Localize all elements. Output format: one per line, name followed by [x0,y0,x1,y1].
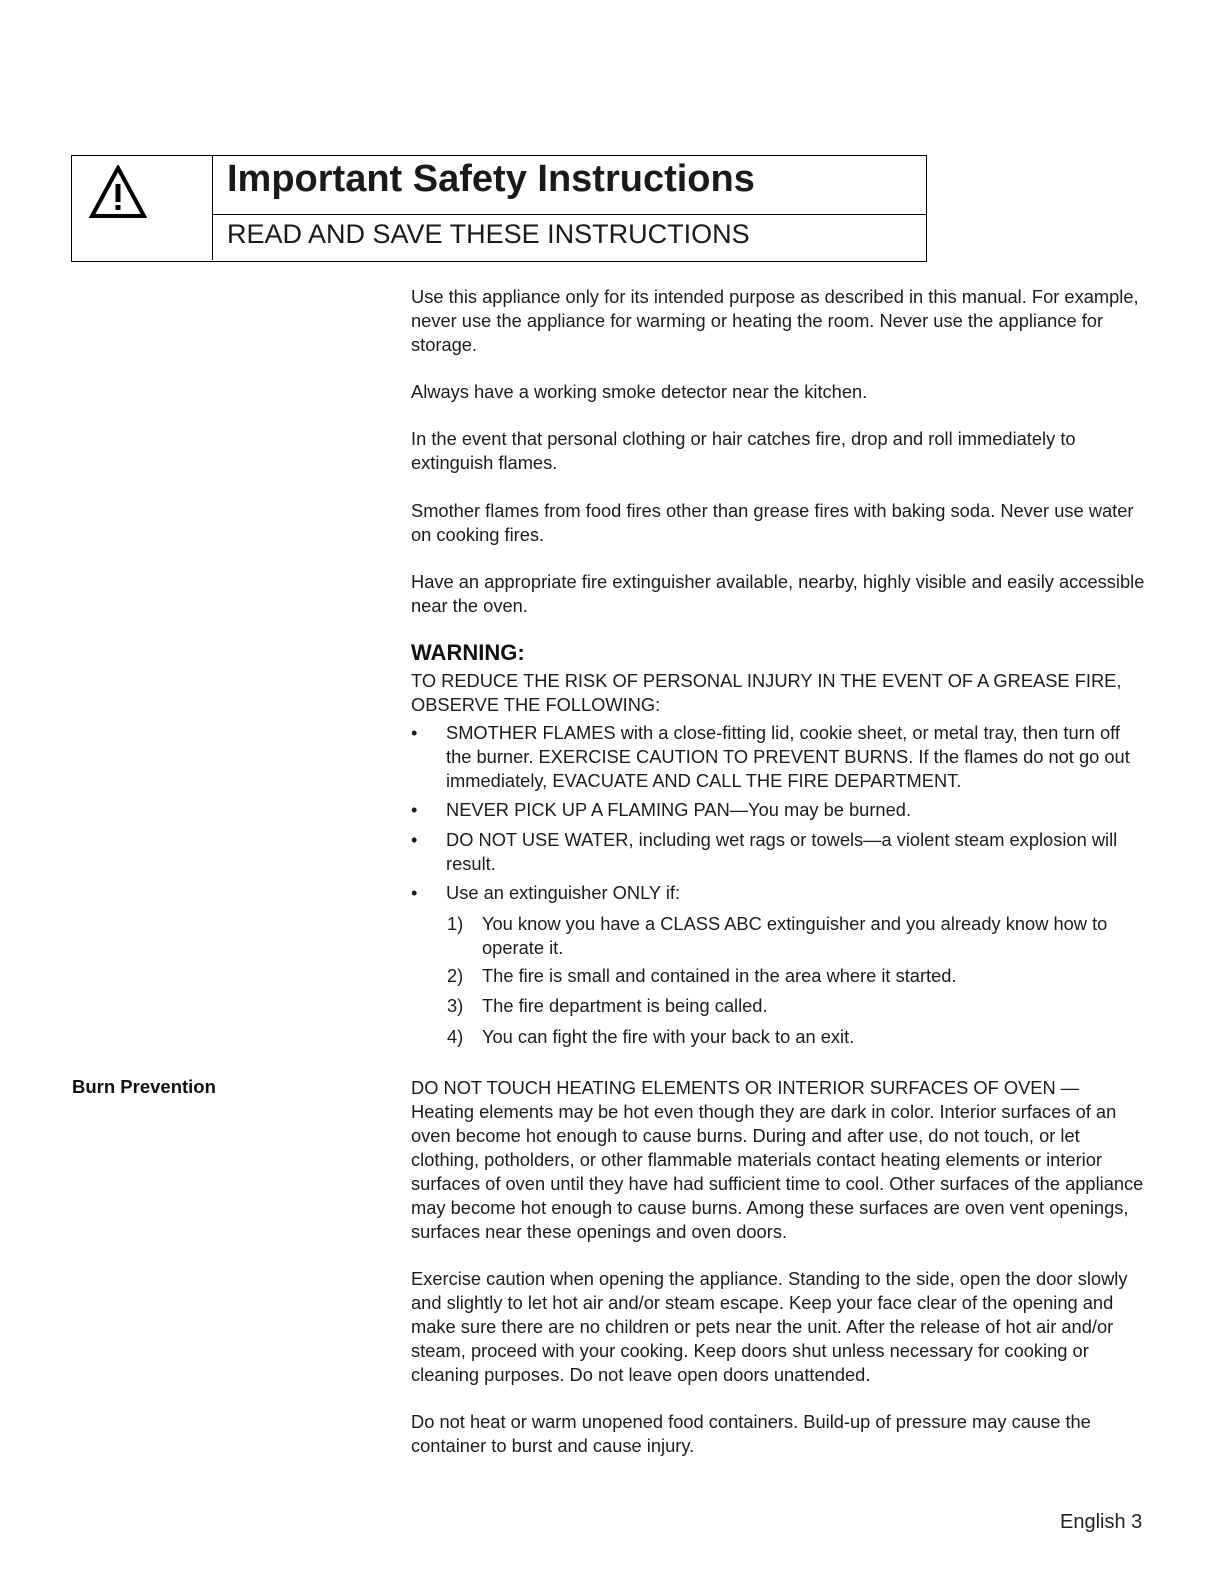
paragraph: Have an appropriate fire extinguisher available, nearby, highly visible and easily accessible near the oven. [411,571,1145,616]
list-item-text: NEVER PICK UP A FLAMING PAN—You may be burned. [446,799,912,820]
item-number: 1) [447,913,464,934]
warning-triangle-icon [89,165,147,219]
warning-heading: WARNING: [411,640,525,665]
paragraph: In the event that personal clothing or hair catches fire, drop and roll immediately to extinguish flames. [411,428,1076,473]
header-box [71,155,927,262]
paragraph: Exercise caution when opening the appliance. Standing to the side, open the door slowly and slightly to let hot air and/or steam escape. Keep your face clear of the opening and make sure there are no children or pets near the unit. After the release of hot air and/or steam, proceed with your cooking. Keep doors shut unless necessary for cooking or cleaning purposes. Do not leave open doors unattended. [411,1268,1128,1385]
list-item-text: DO NOT USE WATER, including wet rags or towels—a violent steam explosion will result. [446,829,1118,874]
list-item-text: SMOTHER FLAMES with a close-fitting lid, cookie sheet, or metal tray, then turn off the burner. EXERCISE CAUTION TO PREVENT BURNS. If the flames do not go out immediately, EVACUATE AND CALL THE FIRE DEPARTMENT. [446,722,1130,791]
intro-paragraph [411,380,1146,404]
section-heading-burn-prevention: Burn Prevention [72,1076,216,1097]
burn-paragraph [411,1076,1146,1244]
intro-paragraph [411,570,1146,618]
item-number: 2) [447,965,464,986]
paragraph: DO NOT TOUCH HEATING ELEMENTS OR INTERIOR SURFACES OF OVEN — Heating elements may be hot even though they are dark in color. Interior surfaces of an oven become hot enough to cause burns. During and after use, do not touch, or let clothing, potholders, or other flammable materials contact heating elements or interior surfaces of oven until they have had sufficient time to cool. Other surfaces of the appliance may become hot enough to cause burns. Among these surfaces are oven vent openings, surfaces near these openings and oven doors. [411,1077,1144,1242]
bullet-icon: • [411,829,418,850]
burn-paragraph [411,1267,1146,1387]
page-title: Important Safety Instructions [227,158,755,200]
paragraph: Use this appliance only for its intended purpose as described in this manual. For example, never use the appliance for warming or heating the room. Never use the appliance for storage. [411,286,1139,355]
list-item-text: Use an extinguisher ONLY if: [446,882,681,903]
intro-paragraph [411,427,1146,475]
page-number: English 3 [1060,1511,1143,1533]
bullet-icon: • [411,722,418,743]
paragraph: Smother flames from food fires other than grease fires with baking soda. Never use water on cooking fires. [411,500,1134,545]
title-row [213,156,926,215]
warning-intro [411,669,1146,717]
item-text: You can fight the fire with your back to an exit. [482,1026,855,1047]
paragraph: Do not heat or warm unopened food containers. Build-up of pressure may cause the container to burst and cause injury. [411,1411,1091,1456]
item-text: You know you have a CLASS ABC extinguisher and you already know how to operate it. [482,913,1108,958]
bullet-icon: • [411,882,418,903]
item-text: The fire is small and contained in the area where it started. [482,965,957,986]
item-number: 3) [447,995,464,1016]
intro-paragraph [411,499,1146,547]
paragraph: TO REDUCE THE RISK OF PERSONAL INJURY IN THE EVENT OF A GREASE FIRE, OBSERVE THE FOLLOWING: [411,670,1122,715]
item-text: The fire department is being called. [482,995,768,1016]
icon-cell [72,156,213,260]
paragraph: Always have a working smoke detector near the kitchen. [411,381,868,402]
page-subtitle: READ AND SAVE THESE INSTRUCTIONS [227,219,750,249]
burn-paragraph [411,1410,1146,1458]
intro-paragraph [411,285,1146,357]
bullet-icon: • [411,799,418,820]
item-number: 4) [447,1026,464,1047]
